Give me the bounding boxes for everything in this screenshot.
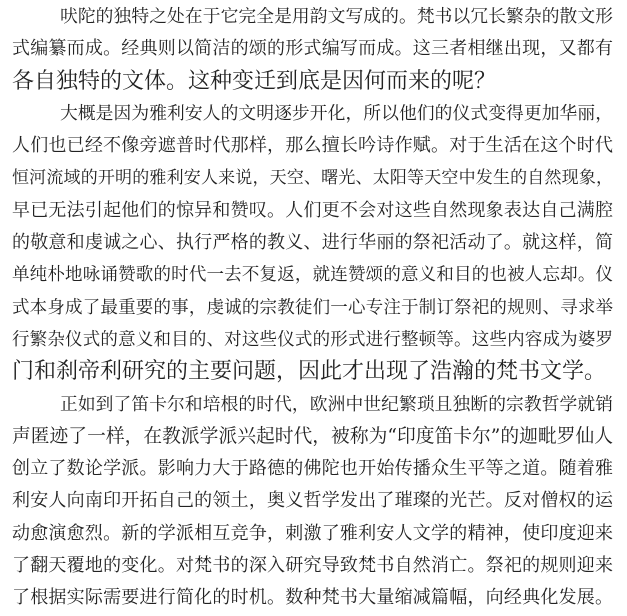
text-line: 人们也已经不像旁遮普时代那样，那么擅长吟诗作赋。对于生活在这个时代 xyxy=(12,135,613,157)
text-line: 了根据实际需要进行简化的时机。数种梵书大量缩减篇幅，向经典化发展。 xyxy=(12,587,613,609)
text-line: 式编纂而成。经典则以简洁的颂的形式编写而成。这三者相继出现，又都有 xyxy=(12,38,613,60)
text-line: 的敬意和虔诚之心、执行严格的教义、进行华丽的祭祀活动了。就这样，简 xyxy=(12,232,613,254)
document-body xyxy=(12,0,613,615)
text-line: 各自独特的文体。这种变迁到底是因何而来的呢？ xyxy=(12,68,497,94)
text-line: 单纯朴地咏诵赞歌的时代一去不复返，就连赞颂的意义和目的也被人忘却。仪 xyxy=(12,265,613,286)
text-line: 门和刹帝利研究的主要问题，因此才出现了浩瀚的梵书文学。 xyxy=(12,359,607,385)
paragraph-1 xyxy=(12,1,613,98)
text-line: 创立了数论学派。影响力大于路德的佛陀也开始传播众生平等之道。随着雅 xyxy=(12,458,613,480)
text-line: 正如到了笛卡尔和培根的时代，欧洲中世纪繁琐且独断的宗教哲学就销 xyxy=(60,394,613,415)
text-line: 声匿迹了一样，在教派学派兴起时代，被称为“印度笛卡尔”的迦毗罗仙人 xyxy=(12,425,613,447)
text-line: 大概是因为雅利安人的文明逐步开化，所以他们的仪式变得更加华丽， xyxy=(60,103,613,124)
text-line: 吠陀的独特之处在于它完全是用韵文写成的。梵书以冗长繁杂的散文形 xyxy=(60,7,613,27)
paragraph-3 xyxy=(12,389,613,615)
text-line: 动愈演愈烈。新的学派相互竞争，刺激了雅利安人文学的精神，使印度迎来 xyxy=(12,522,613,544)
paragraph-2 xyxy=(12,98,613,389)
text-line: 行繁杂仪式的意义和目的、对这些仪式的形式进行整顿等。这些内容成为婆罗 xyxy=(12,329,613,350)
text-line: 恒河流域的开明的雅利安人来说，天空、曙光、太阳等天空中发生的自然现象， xyxy=(12,168,613,189)
text-line: 式本身成了最重要的事，虔诚的宗教徒们一心专注于制订祭祀的规则、寻求举 xyxy=(12,297,613,318)
text-line: 了翻天覆地的变化。对梵书的深入研究导致梵书自然消亡。祭祀的规则迎来 xyxy=(12,555,613,577)
text-line: 利安人向南印开拓自己的领土，奥义哲学发出了璀璨的光芒。反对僧权的运 xyxy=(12,490,613,512)
text-line: 早已无法引起他们的惊异和赞叹。人们更不会对这些自然现象表达自己满腔 xyxy=(12,199,613,221)
